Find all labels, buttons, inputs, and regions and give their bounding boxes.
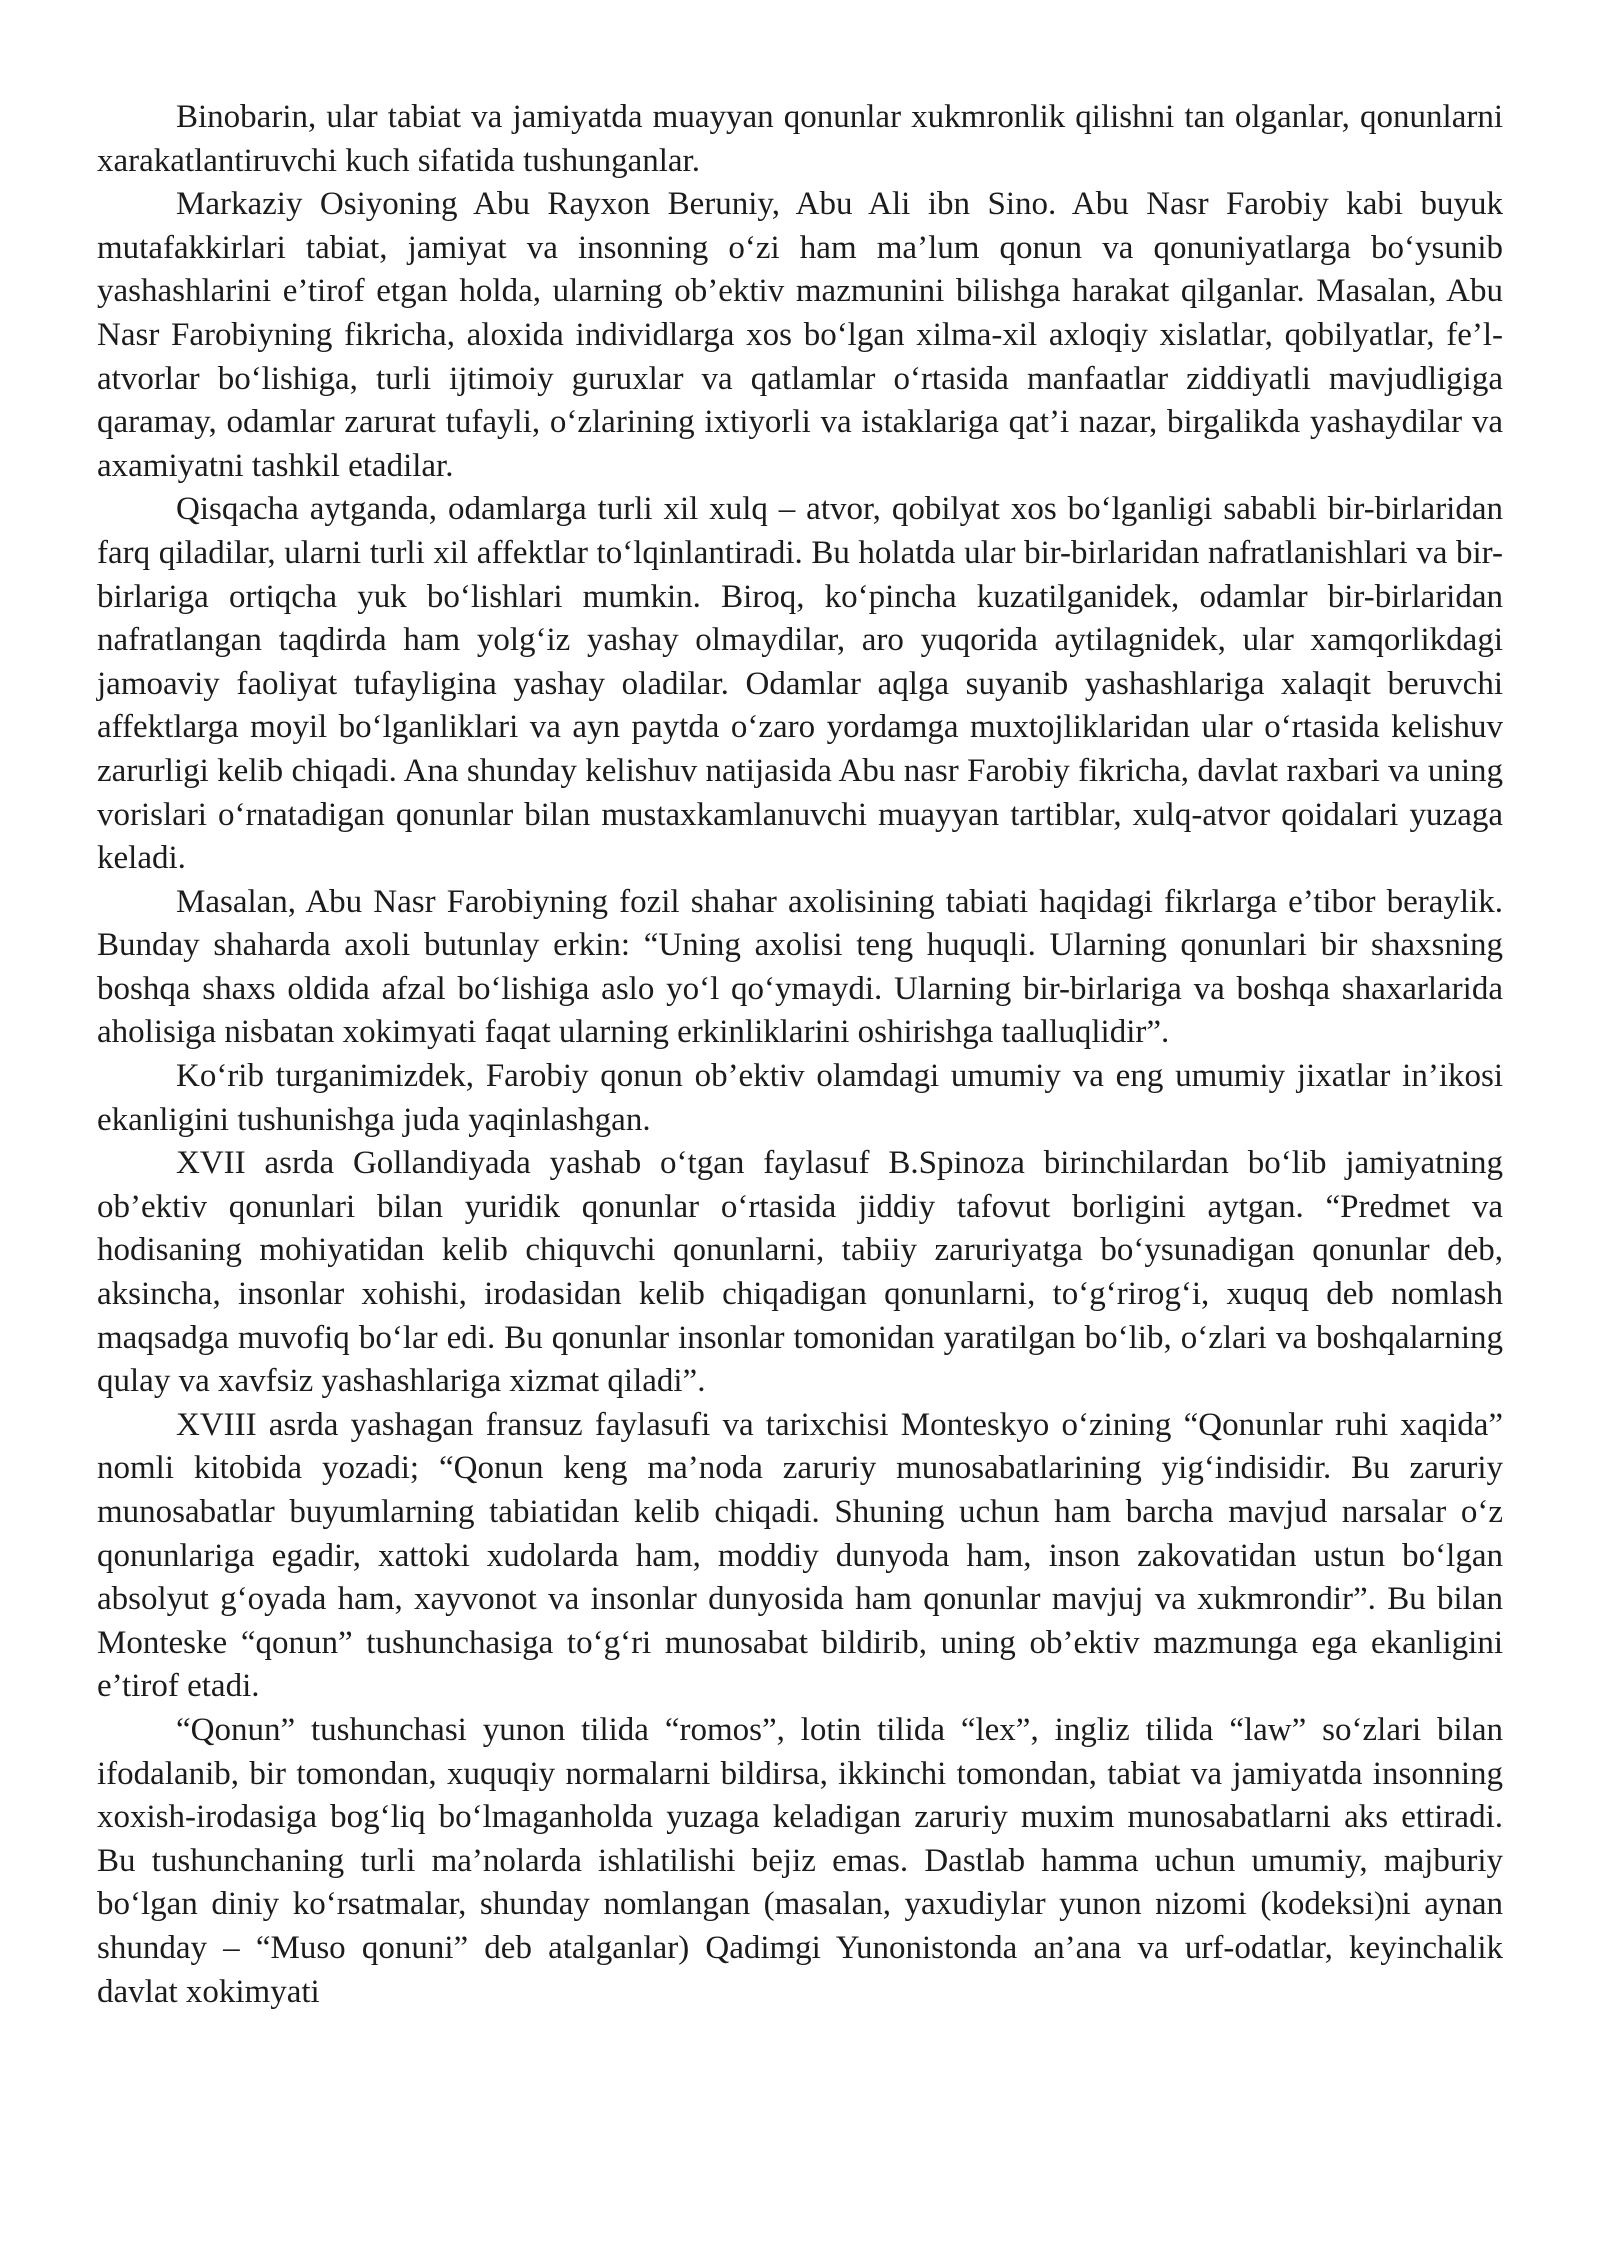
paragraph-6: XVII asrda Gollandiyada yashab o‘tgan faylasuf B.Spinoza birinchilardan bo‘lib jamiyatning ob’ektiv qonunlari bilan yuridik qonunlar o‘rtasida jiddiy tafovut borligini aytgan. “Predmet va hodisaning mohiyatidan kelib chiquvchi qonunlarni, tabiiy zaruriyatga bo‘ysunadigan qonunlar deb, aksincha, insonlar xohishi, irodasidan kelib chiqadigan qonunlarni, to‘g‘rirog‘i, xuquq deb nomlash maqsadga muvofiq bo‘lar edi. Bu qonunlar insonlar tomonidan yaratilgan bo‘lib, o‘zlari va boshqalarning qulay va xavfsiz yashashlariga xizmat qiladi”. bbox=[97, 1145, 1503, 1400]
paragraph-5: Ko‘rib turganimizdek, Farobiy qonun ob’ektiv olamdagi umumiy va eng umumiy jixatlar in’ikosi ekanligini tushunishga juda yaqinlashgan. bbox=[97, 1058, 1503, 1138]
paragraph-7: XVIII asrda yashagan fransuz faylasufi va tarixchisi Monteskyo o‘zining “Qonunlar ruhi xaqida” nomli kitobida yozadi; “Qonun keng ma’noda zaruriy munosabatlarining yig‘indisidir. Bu zaruriy munosabatlar buyumlarning tabiatidan kelib chiqadi. Shuning uchun ham barcha mavjud narsalar o‘z qonunlariga egadir, xattoki xudolarda ham, moddiy dunyoda ham, inson zakovatidan ustun bo‘lgan absolyut g‘oyada ham, xayvonot va insonlar dunyosida ham qonunlar mavjuj va xukmrondir”. Bu bilan Monteske “qonun” tushunchasiga to‘g‘ri munosabat bildirib, uning ob’ektiv mazmunga ega ekanligini e’tirof etadi. bbox=[97, 1406, 1503, 1705]
paragraph-8: “Qonun” tushunchasi yunon tilida “romos”, lotin tilida “lex”, ingliz tilida “law” so‘zlari bilan ifodalanib, bir tomondan, xuquqiy normalarni bildirsa, ikkinchi tomondan, tabiat va jamiyatda insonning xoxish-irodasiga bog‘liq bo‘lmaganholda yuzaga keladigan zaruriy muxim munosabatlarni aks ettiradi. Bu tushunchaning turli ma’nolarda ishlatilishi bejiz emas. Dastlab hamma uchun umumiy, majburiy bo‘lgan diniy ko‘rsatmalar, shunday nomlangan (masalan, yaxudiylar yunon nizomi (kodeksi)ni aynan shunday – “Muso qonuni” deb atalganlar) Qadimgi Yunonistonda an’ana va urf-odatlar, keyinchalik davlat xokimyati bbox=[97, 1711, 1503, 2010]
paragraph-4: Masalan, Abu Nasr Farobiyning fozil shahar axolisining tabiati haqidagi fikrlarga e’tibor beraylik. Bunday shaharda axoli butunlay erkin: “Uning axolisi teng huquqli. Ularning qonunlari bir shaxsning boshqa shaxs oldida afzal bo‘lishiga aslo yo‘l qo‘ymaydi. Ularning bir-birlariga va boshqa shaxarlarida aholisiga nisbatan xokimyati faqat ularning erkinliklarini oshirishga taalluqlidir”. bbox=[97, 883, 1503, 1051]
body-text bbox=[97, 96, 1503, 2014]
paragraph-3: Qisqacha aytganda, odamlarga turli xil xulq – atvor, qobilyat xos bo‘lganligi sababli bir-birlaridan farq qiladilar, ularni turli xil affektlar to‘lqinlantiradi. Bu holatda ular bir-birlaridan nafratlanishlari va bir-birlariga ortiqcha yuk bo‘lishlari mumkin. Biroq, ko‘pincha kuzatilganidek, odamlar bir-birlaridan nafratlangan taqdirda ham yolg‘iz yashay olmaydilar, aro yuqorida aytilagnidek, ular xamqorlikdagi jamoaviy faoliyat tufayligina yashay oladilar. Odamlar aqlga suyanib yashashlariga xalaqit beruvchi affektlarga moyil bo‘lganliklari va ayn paytda o‘zaro yordamga muxtojliklaridan ular o‘rtasida kelishuv zarurligi kelib chiqadi. Ana shunday kelishuv natijasida Abu nasr Farobiy fikricha, davlat raxbari va uning vorislari o‘rnatadigan qonunlar bilan mustaxkamlanuvchi muayyan tartiblar, xulq-atvor qoidalari yuzaga keladi. bbox=[97, 491, 1503, 877]
paragraph-2: Markaziy Osiyoning Abu Rayxon Beruniy, Abu Ali ibn Sino. Abu Nasr Farobiy kabi buyuk mutafakkirlari tabiat, jamiyat va insonning o‘zi ham ma’lum qonun va qonuniyatlarga bo‘ysunib yashashlarini e’tirof etgan holda, ularning ob’ektiv mazmunini bilishga harakat qilganlar. Masalan, Abu Nasr Farobiyning fikricha, aloxida individlarga xos bo‘lgan xilma-xil axloqiy xislatlar, qobilyatlar, fe’l-atvorlar bo‘lishiga, turli ijtimoiy guruxlar va qatlamlar o‘rtasida manfaatlar ziddiyatli mavjudligiga qaramay, odamlar zarurat tufayli, o‘zlarining ixtiyorli va istaklariga qat’i nazar, birgalikda yashaydilar va axamiyatni tashkil etadilar. bbox=[97, 186, 1503, 484]
paragraph-1: Binobarin, ular tabiat va jamiyatda muayyan qonunlar xukmronlik qilishni tan olganlar, qonunlarni xarakatlantiruvchi kuch sifatida tushunganlar. bbox=[97, 99, 1503, 179]
